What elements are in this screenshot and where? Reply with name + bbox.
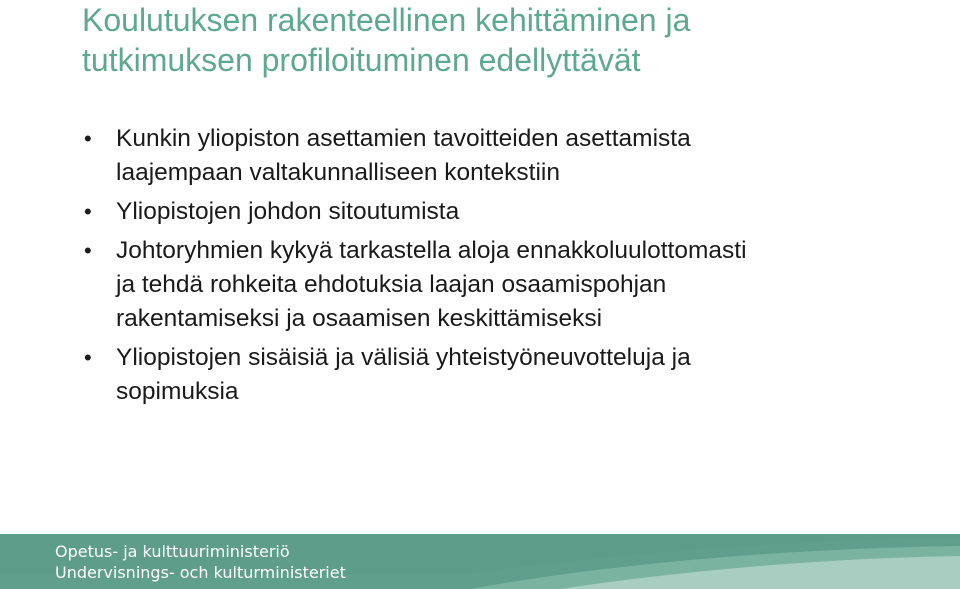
bullet-3-line-2: ja tehdä rohkeita ehdotuksia laajan osaamispohjan <box>116 271 667 298</box>
bullet-3-line-3: rakentamiseksi ja osaamisen keskittämiseksi <box>116 305 603 332</box>
slide-title-line-1: Koulutuksen rakenteellinen kehittäminen ja <box>82 2 691 38</box>
bullet-dot-icon: • <box>84 126 92 151</box>
slide-title-line-2: tutkimuksen profiloituminen edellyttävät <box>82 42 641 78</box>
bullet-4-line-2: sopimuksia <box>116 378 239 405</box>
bullet-list <box>0 122 960 414</box>
bullet-dot-icon: • <box>84 345 92 370</box>
bullet-dot-icon: • <box>84 238 92 263</box>
bullet-1-line-1: Kunkin yliopiston asettamien tavoitteiden asettamista <box>116 125 691 152</box>
footer-band <box>0 534 960 589</box>
bullet-2-line-1: Yliopistojen johdon sitoutumista <box>116 198 460 225</box>
bullet-1-line-2: laajempaan valtakunnalliseen kontekstiin <box>116 159 561 186</box>
bullet-item-3 <box>0 234 960 336</box>
ministry-name-swedish: Undervisnings- och kulturministeriet <box>55 563 346 582</box>
bullet-item-1 <box>0 122 960 190</box>
bullet-3-line-1: Johtoryhmien kykyä tarkastella aloja ennakkoluulottomasti <box>116 237 747 264</box>
ministry-name-finnish: Opetus- ja kulttuuriministeriö <box>55 542 290 561</box>
bullet-item-4 <box>0 341 960 409</box>
bullet-item-2 <box>0 195 960 229</box>
bullet-dot-icon: • <box>84 199 92 224</box>
bullet-4-line-1: Yliopistojen sisäisiä ja välisiä yhteistyöneuvotteluja ja <box>116 344 691 371</box>
ministry-name <box>55 541 346 583</box>
slide-title <box>82 0 942 80</box>
